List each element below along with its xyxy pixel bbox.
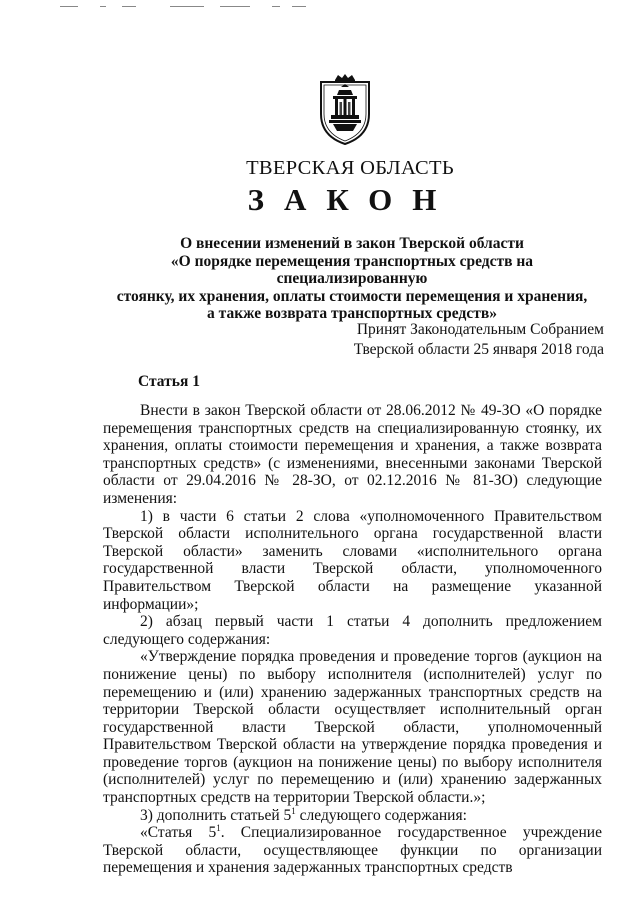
amendment-item-3-quote: «Статья $5^1$. Специализированное государственное учреждение Тверской области, осуществляющее функции по организации перемещения и хранения задержанных транспортных средств xyxy=(103,823,602,877)
adoption-note xyxy=(304,320,604,360)
amendment-item-2: 2) абзац первый части 1 статьи 4 дополнить предложением следующего содержания: xyxy=(103,613,602,648)
law-title xyxy=(102,235,602,323)
document-type-heading: ЗАКОН xyxy=(247,182,457,217)
adoption-line-2: Тверской области 25 января 2018 года xyxy=(353,341,604,358)
law-title-line-3: стоянку, их хранения, оплаты стоимости перемещения и хранения, xyxy=(116,287,588,305)
article-heading: Статья 1 xyxy=(138,373,200,390)
scan-artifacts xyxy=(60,6,320,10)
article-intro-paragraph: Внести в закон Тверской области от 28.06.2012 № 49-ЗО «О порядке перемещения транспортных средств на специализированную стоянку, их хранения, оплаты стоимости перемещения и хранения, а также возврата транспортных средств» (с изменениями, внесенными законами Тверской области от 29.04.2016 № 28-ЗО, от 02.12.2016 № 81-ЗО) следующие изменения: xyxy=(103,402,602,507)
law-title-line-1: О внесении изменений в закон Тверской области xyxy=(180,235,524,252)
adoption-line-1: Принят Законодательным Собранием xyxy=(356,321,604,338)
amendment-item-1: 1) в части 6 статьи 2 слова «уполномоченного Правительством Тверской области исполнительного органа государственной власти Тверской области» заменить словами «исполнительного органа государственной власти Тверской области, уполномоченного Правительством Тверской области на размещение указанной информации»; xyxy=(103,507,602,613)
amendment-item-2-quote: «Утверждение порядка проведения и проведение торгов (аукцион на понижение цены) по выбору исполнителя (исполнителей) услуг по перемещению и (или) хранению задержанных транспортных средств на территории Тверской области осуществляет исполнительный орган государственной власти Тверской области, уполномоченный Правительством Тверской области на утверждение порядка проведения и проведение торгов (аукцион на понижение цены) по выбору исполнителя (исполнителей) услуг по перемещению и (или) хранению задержанных транспортных средств на территории Тверской области.»; xyxy=(103,648,602,807)
coat-of-arms-icon xyxy=(318,74,372,146)
amendment-item-3: 3) дополнить статьей $5^1$ следующего содержания: xyxy=(140,805,467,824)
law-title-line-4: а также возврата транспортных средств» xyxy=(207,305,497,322)
region-name: ТВЕРСКАЯ ОБЛАСТЬ xyxy=(246,157,454,179)
law-title-line-2: «О порядке перемещения транспортных средств на специализированную xyxy=(170,252,534,287)
article-body xyxy=(103,402,602,877)
